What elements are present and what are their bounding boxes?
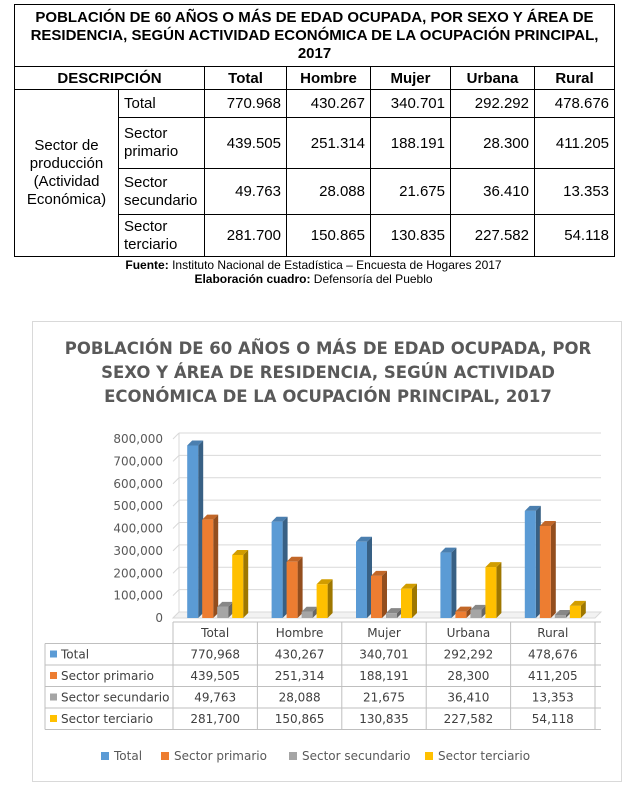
chart-title-line: SEXO Y ÁREA DE RESIDENCIA, SEGÚN ACTIVIDAD — [101, 363, 555, 382]
datatable-value: 54,118 — [531, 712, 574, 726]
bar — [371, 576, 382, 618]
bar-side — [496, 562, 501, 618]
datatable-value: 13,353 — [531, 690, 574, 705]
table-cell: 54.118 — [535, 215, 615, 257]
header-mujer: Mujer — [371, 67, 451, 90]
table-cell: 28.300 — [451, 118, 535, 169]
datatable-value: 150,865 — [274, 712, 325, 726]
datatable-legend-key — [50, 651, 57, 658]
row-label: Sector terciario — [119, 215, 205, 257]
bar-side — [328, 579, 333, 618]
legend-label: Sector terciario — [438, 749, 531, 763]
datatable-value: 21,675 — [363, 690, 405, 705]
bar — [386, 613, 397, 618]
bar — [317, 584, 328, 618]
datatable-value: 340,701 — [359, 647, 409, 662]
datatable-value: 28,088 — [278, 690, 321, 705]
bar — [555, 615, 566, 618]
bar-side — [551, 521, 556, 618]
table-cell: 340.701 — [371, 90, 451, 118]
datatable-value: 28,300 — [447, 669, 490, 683]
gridline-side — [173, 590, 179, 596]
header-urbana: Urbana — [451, 67, 535, 90]
header-total: Total — [205, 67, 287, 90]
y-tick-label: 600,000 — [113, 476, 163, 491]
datatable-legend-key — [50, 715, 57, 722]
table-cell: 430.267 — [287, 90, 371, 118]
table-cell: 292.292 — [451, 90, 535, 118]
bar — [401, 589, 412, 618]
table-cell: 411.205 — [535, 118, 615, 169]
datatable-value: 251,314 — [274, 669, 325, 683]
bar-side — [451, 548, 456, 618]
bar — [232, 555, 243, 618]
x-category-label: Mujer — [367, 626, 401, 640]
elaboracion-line — [0, 272, 627, 286]
chart-area — [32, 321, 622, 782]
table-cell: 150.865 — [287, 215, 371, 257]
table-cell: 281.700 — [205, 215, 287, 257]
gridline-side — [173, 500, 179, 506]
chart-title-line: ECONÓMICA DE LA OCUPACIÓN PRINCIPAL, 2017 — [104, 387, 552, 406]
table-cell: 188.191 — [371, 118, 451, 169]
bar — [570, 606, 581, 618]
datatable-value: 36,410 — [447, 690, 490, 705]
elaboracion-label: Elaboración cuadro: — [194, 272, 311, 286]
table-cell: 21.675 — [371, 169, 451, 215]
table-cell: 227.582 — [451, 215, 535, 257]
bar — [272, 522, 283, 618]
header-descripcion: DESCRIPCIÓN — [15, 67, 205, 90]
datatable-value: 411,205 — [527, 669, 578, 683]
bar — [540, 526, 551, 618]
table-cell: 49.763 — [205, 169, 287, 215]
table-cell: 439.505 — [205, 118, 287, 169]
datatable-value: 49,763 — [194, 690, 237, 705]
bar — [187, 445, 198, 618]
table-cell: 13.353 — [535, 169, 615, 215]
datatable-series-name: Sector primario — [61, 669, 154, 683]
bar-side — [382, 571, 387, 618]
datatable-value: 188,191 — [359, 669, 409, 683]
chart-svg — [33, 322, 621, 781]
legend-key — [289, 752, 297, 760]
bar — [470, 610, 481, 618]
bar-side — [412, 584, 417, 618]
x-category-label: Hombre — [275, 626, 324, 640]
datatable-legend-key — [50, 672, 57, 679]
legend-label: Total — [114, 749, 143, 763]
bar — [485, 567, 496, 618]
y-tick-label: 700,000 — [113, 454, 163, 469]
legend-key — [161, 752, 169, 760]
bar — [356, 542, 367, 618]
y-tick-label: 100,000 — [113, 588, 163, 603]
legend-label: Sector secundario — [302, 749, 411, 763]
y-tick-label: 200,000 — [113, 566, 163, 581]
x-category-label: Total — [201, 626, 230, 640]
group-label: Sector de producción (Actividad Económica) — [15, 90, 119, 257]
datatable-value: 227,582 — [443, 712, 494, 726]
datatable-value: 281,700 — [190, 712, 241, 726]
bar — [455, 612, 466, 618]
datatable-series-name: Total — [61, 647, 90, 662]
bar-side — [298, 557, 303, 618]
fuente-line — [0, 258, 627, 272]
gridline-side — [173, 545, 179, 551]
datatable-value: 439,505 — [190, 669, 241, 683]
gridline-side — [173, 567, 179, 573]
table-cell: 770.968 — [205, 90, 287, 118]
fuente-text: Instituto Nacional de Estadística – Encuesta de Hogares 2017 — [168, 258, 502, 272]
table-cell: 28.088 — [287, 169, 371, 215]
row-label: Sector primario — [119, 118, 205, 169]
bar — [217, 607, 228, 618]
fuente-label: Fuente: — [125, 258, 169, 272]
legend-label: Sector primario — [174, 749, 267, 763]
header-hombre: Hombre — [287, 67, 371, 90]
datatable-value: 292,292 — [443, 647, 494, 662]
data-table — [14, 4, 615, 257]
source-note — [0, 258, 627, 286]
table-row — [15, 90, 615, 118]
datatable-value: 770,968 — [190, 647, 241, 662]
y-tick-label: 800,000 — [113, 432, 163, 446]
legend-key — [425, 752, 433, 760]
datatable-value: 430,267 — [274, 647, 325, 662]
table-cell: 478.676 — [535, 90, 615, 118]
bar — [202, 520, 213, 618]
bar-side — [243, 550, 248, 618]
table-header-row — [15, 67, 615, 90]
y-tick-label: 400,000 — [113, 521, 163, 536]
y-tick-label: 300,000 — [113, 543, 163, 558]
bar-side — [213, 515, 218, 618]
x-category-label: Rural — [537, 626, 569, 640]
bar — [287, 562, 298, 618]
gridline-side — [173, 433, 179, 439]
gridline-side — [173, 523, 179, 529]
y-tick-label: 0 — [155, 611, 163, 625]
legend-key — [101, 752, 109, 760]
table-cell: 130.835 — [371, 215, 451, 257]
elaboracion-text: Defensoría del Pueblo — [310, 272, 433, 286]
row-label: Total — [119, 90, 205, 118]
datatable-value: 478,676 — [527, 647, 578, 662]
header-rural: Rural — [535, 67, 615, 90]
datatable-legend-key — [50, 694, 57, 701]
bar — [525, 511, 536, 618]
datatable-value: 130,835 — [359, 712, 409, 726]
bar — [440, 553, 451, 618]
table-cell: 36.410 — [451, 169, 535, 215]
chart-title-line: POBLACIÓN DE 60 AÑOS O MÁS DE EDAD OCUPADA, POR — [64, 339, 592, 358]
y-tick-label: 500,000 — [113, 499, 163, 514]
table-cell: 251.314 — [287, 118, 371, 169]
x-category-label: Urbana — [446, 626, 491, 640]
gridline-side — [173, 455, 179, 461]
table-title: POBLACIÓN DE 60 AÑOS O MÁS DE EDAD OCUPADA, POR SEXO Y ÁREA DE RESIDENCIA, SEGÚN ACTIVIDAD ECONÓMICA DE LA OCUPACIÓN PRINCIPAL, 2017 — [15, 5, 615, 67]
datatable-series-name: Sector secundario — [61, 690, 170, 705]
row-label: Sector secundario — [119, 169, 205, 215]
gridline-side — [173, 478, 179, 484]
datatable-series-name: Sector terciario — [61, 712, 154, 726]
bar — [302, 612, 313, 618]
